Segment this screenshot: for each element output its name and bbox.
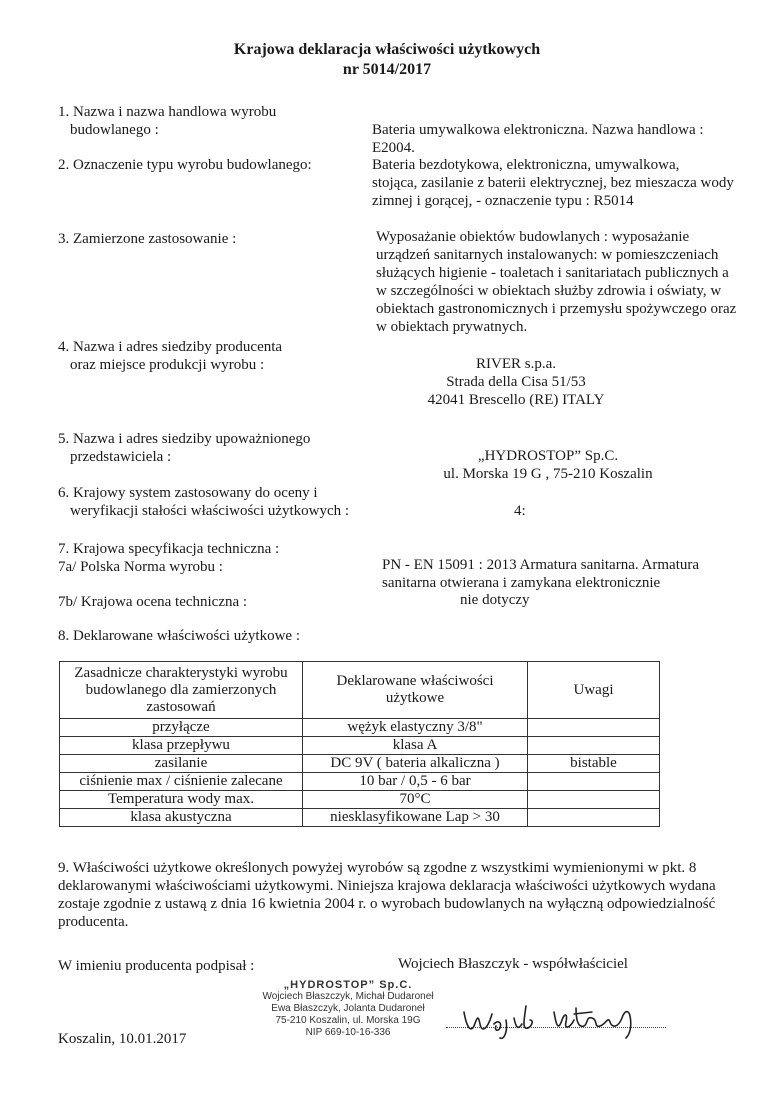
item7a-label: 7a/ Polska Norma wyrobu : <box>58 559 223 575</box>
table-header-remarks: Uwagi <box>528 662 660 719</box>
item4-label: 4. Nazwa i adres siedziby producenta <box>58 339 283 355</box>
item1-value: Bateria umywalkowa elektroniczna. Nazwa handlowa : E2004. <box>372 122 704 156</box>
table-cell: bistable <box>528 755 660 773</box>
table-cell: wężyk elastyczny 3/8" <box>303 719 528 737</box>
table-cell: DC 9V ( bateria alkaliczna ) <box>303 755 528 773</box>
item6-label: 6. Krajowy system zastosowany do oceny i <box>58 485 318 501</box>
table-cell: klasa przepływu <box>60 737 303 755</box>
company-stamp <box>248 979 448 1039</box>
table-cell: klasa A <box>303 737 528 755</box>
stamp-line: NIP 669-10-16-336 <box>305 1027 391 1038</box>
table-row <box>60 719 660 737</box>
item4-label-cont: oraz miejsce produkcji wyrobu : <box>70 357 265 373</box>
table-cell: ciśnienie max / ciśnienie zalecane <box>60 773 303 791</box>
table-cell: 70°C <box>303 791 528 809</box>
table-row <box>60 737 660 755</box>
table-cell: niesklasyfikowane Lap > 30 <box>303 809 528 827</box>
stamp-line: Ewa Błaszczyk, Jolanta Dudaroneł <box>271 1003 425 1014</box>
representative-address: „HYDROSTOP” Sp.C. ul. Morska 19 G , 75-210 Koszalin <box>443 448 653 482</box>
signed-by-label: W imieniu producenta podpisał : <box>58 958 255 974</box>
table-header-declared: Deklarowane właściwości użytkowe <box>303 662 528 719</box>
table-cell: 10 bar / 0,5 - 6 bar <box>303 773 528 791</box>
item1-label: 1. Nazwa i nazwa handlowa wyrobu <box>58 104 277 120</box>
item7-label: 7. Krajowa specyfikacja techniczna : <box>58 541 280 557</box>
table-cell <box>528 773 660 791</box>
table-cell: przyłącze <box>60 719 303 737</box>
item2-value: Bateria bezdotykowa, elektroniczna, umywalkowa, stojąca, zasilanie z baterii elektrycznej, bez mieszacza wody zimnej i gorącej, - oznaczenie typu : R5014 <box>372 157 734 209</box>
handwritten-signature-icon <box>458 998 658 1044</box>
place-and-date: Koszalin, 10.01.2017 <box>58 1031 187 1047</box>
signer-name: Wojciech Błaszczyk - współwłaściciel <box>398 956 628 972</box>
item3-value: Wyposażanie obiektów budowlanych : wyposażanie urządzeń sanitarnych instalowanych: w pomieszczeniach służących higienie - toaletach i sanitariatach publicznych a w szczególności w obiektach służby zdrowia i oświaty, w obiektach gastronomicznych i przemysłu spożywczego oraz w obiektach prywatnych. <box>376 229 737 335</box>
assessment-system-value: 4: <box>514 503 526 519</box>
item7a-value: PN - EN 15091 : 2013 Armatura sanitarna. Armatura sanitarna otwierana i zamykana elektronicznie <box>382 557 700 591</box>
item3-label: 3. Zamierzone zastosowanie : <box>58 231 237 247</box>
item5-label: 5. Nazwa i adres siedziby upoważnionego <box>58 431 311 447</box>
stamp-line: 75-210 Koszalin, ul. Morska 19G <box>275 1015 421 1026</box>
table-header-row <box>60 662 660 719</box>
table-cell <box>528 719 660 737</box>
item2-label: 2. Oznaczenie typu wyrobu budowlanego: <box>58 157 312 173</box>
table-row <box>60 755 660 773</box>
table-row <box>60 791 660 809</box>
declared-properties-table <box>59 661 660 827</box>
item8-label: 8. Deklarowane właściwości użytkowe : <box>58 628 301 644</box>
table-cell: zasilanie <box>60 755 303 773</box>
table-cell: klasa akustyczna <box>60 809 303 827</box>
item5-label-cont: przedstawiciela : <box>70 449 172 465</box>
producer-address: RIVER s.p.a. Strada della Cisa 51/53 42041 Brescello (RE) ITALY <box>427 356 605 408</box>
table-cell <box>528 737 660 755</box>
item7b-value: nie dotyczy <box>460 592 530 608</box>
stamp-company-name: „HYDROSTOP” Sp.C. <box>283 979 413 991</box>
declaration-number: nr 5014/2017 <box>342 61 432 78</box>
table-cell <box>528 809 660 827</box>
table-row <box>60 809 660 827</box>
item1-label-cont: budowlanego : <box>70 122 159 138</box>
stamp-line: Wojciech Błaszczyk, Michał Dudaroneł <box>262 991 434 1002</box>
table-cell: Temperatura wody max. <box>60 791 303 809</box>
compliance-statement: 9. Właściwości użytkowe określonych powyżej wyrobów są zgodne z wszystkimi wymienionymi w pkt. 8 deklarowanymi właściwościami użytkowymi. Niniejsza krajowa deklaracja właściwości użytkowych wydana zostaje zgodnie z ustawą z dnia 16 kwietnia 2004 r. o wyrobach budowlanych na wyłączną odpowiedzialność producenta. <box>58 860 716 930</box>
item7b-label: 7b/ Krajowa ocena techniczna : <box>58 594 248 610</box>
item6-label-cont: weryfikacji stałości właściwości użytkowych : <box>70 503 350 519</box>
document-title: Krajowa deklaracja właściwości użytkowych <box>233 41 541 58</box>
table-cell <box>528 791 660 809</box>
table-row <box>60 773 660 791</box>
table-header-characteristics: Zasadnicze charakterystyki wyrobu budowlanego dla zamierzonych zastosowań <box>60 662 303 719</box>
